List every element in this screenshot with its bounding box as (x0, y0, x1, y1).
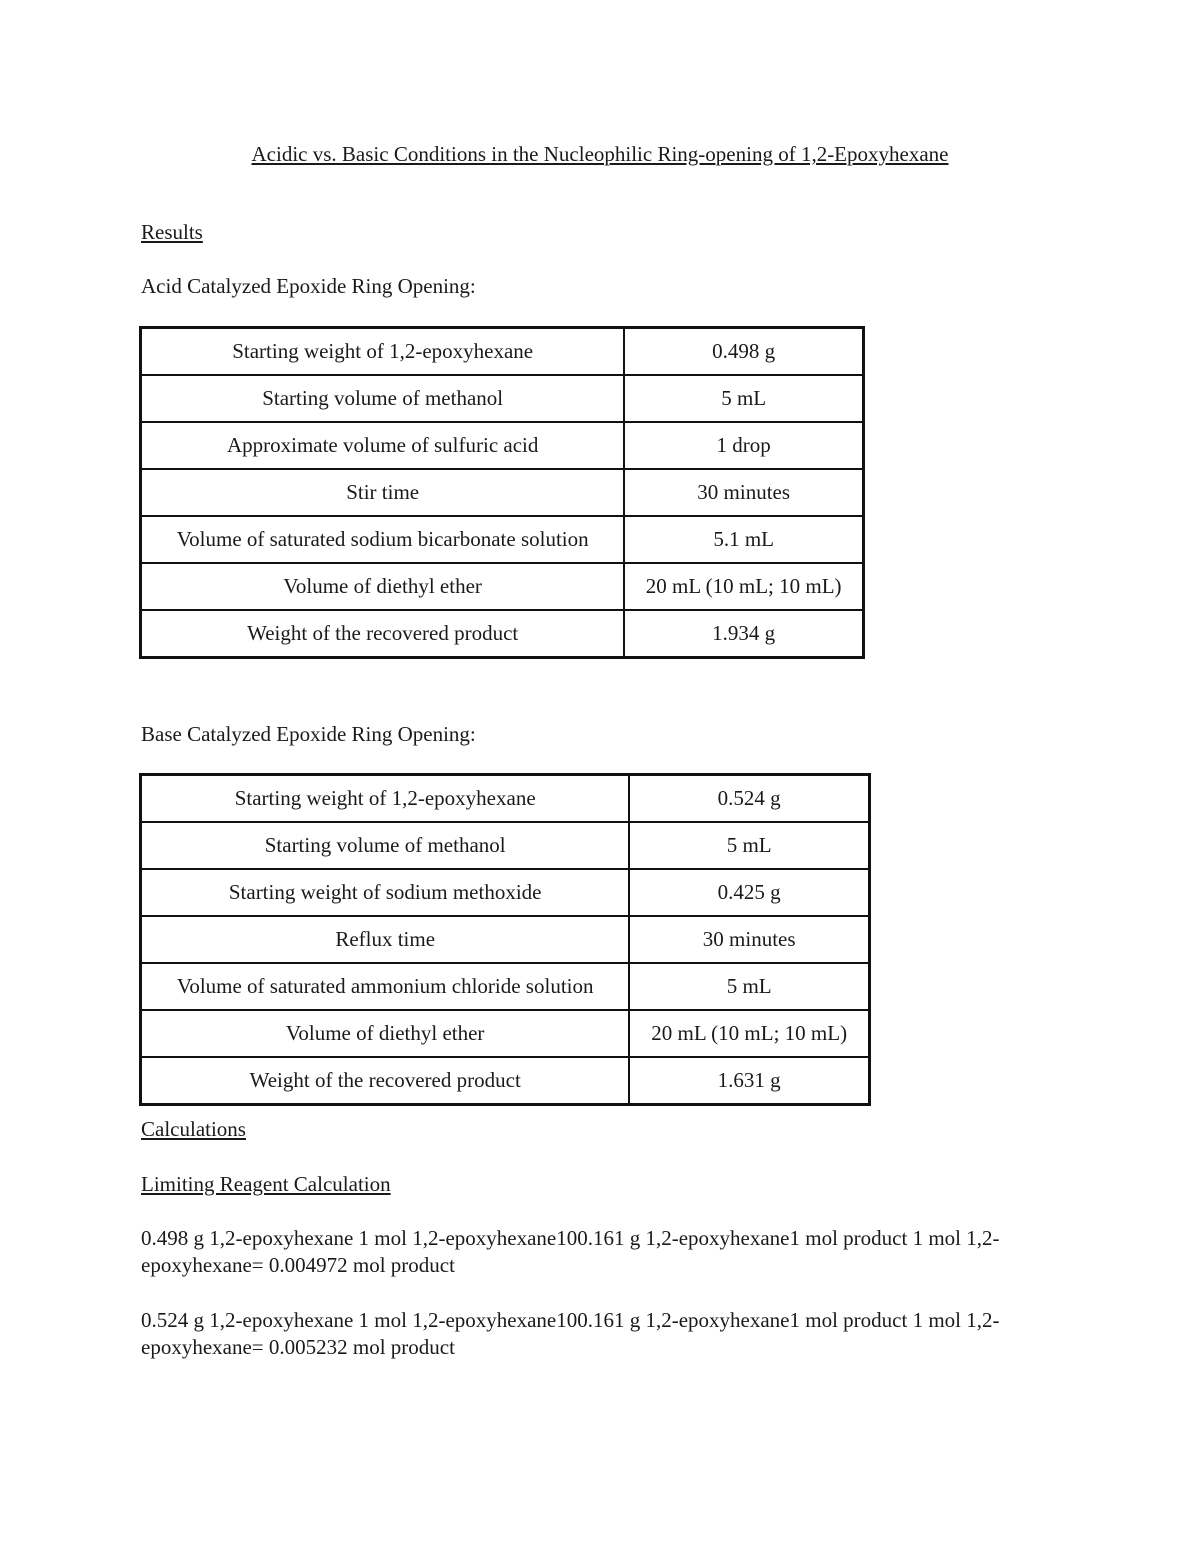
results-heading: Results (141, 220, 203, 244)
table-cell-value: 1.631 g (629, 1057, 869, 1105)
table-cell-value: 5 mL (624, 375, 863, 422)
table-row (141, 775, 870, 823)
table-cell-parameter: Stir time (141, 469, 625, 516)
table-cell-parameter: Weight of the recovered product (141, 610, 625, 658)
table-row (141, 375, 864, 422)
table-row (141, 869, 870, 916)
table-cell-value: 20 mL (10 mL; 10 mL) (629, 1010, 869, 1057)
table-cell-parameter: Starting volume of methanol (141, 375, 625, 422)
table-cell-value: 20 mL (10 mL; 10 mL) (624, 563, 863, 610)
table-cell-parameter: Reflux time (141, 916, 630, 963)
table-cell-value: 0.524 g (629, 775, 869, 823)
table-cell-parameter: Starting weight of 1,2-epoxyhexane (141, 328, 625, 376)
table-cell-parameter: Starting volume of methanol (141, 822, 630, 869)
table-row (141, 1010, 870, 1057)
table-cell-value: 1.934 g (624, 610, 863, 658)
table-row (141, 469, 864, 516)
limiting-reagent-heading: Limiting Reagent Calculation (141, 1172, 391, 1196)
table-cell-parameter: Approximate volume of sulfuric acid (141, 422, 625, 469)
table-row (141, 822, 870, 869)
table-row (141, 963, 870, 1010)
acid-results-table (139, 326, 865, 659)
table-cell-parameter: Volume of saturated ammonium chloride solution (141, 963, 630, 1010)
table-row (141, 1057, 870, 1105)
table-cell-value: 5 mL (629, 963, 869, 1010)
calculation-paragraph: 0.498 g 1,2-epoxyhexane 1 mol 1,2-epoxyhexane100.161 g 1,2-epoxyhexane1 mol product 1 mol 1,2-epoxyhexane= 0.004972 mol product (141, 1226, 1000, 1277)
table-cell-value: 30 minutes (629, 916, 869, 963)
table-cell-parameter: Weight of the recovered product (141, 1057, 630, 1105)
table-row (141, 610, 864, 658)
calculations-heading: Calculations (141, 1117, 246, 1141)
page-title: Acidic vs. Basic Conditions in the Nucleophilic Ring-opening of 1,2-Epoxyhexane (251, 142, 949, 166)
table-cell-parameter: Starting weight of 1,2-epoxyhexane (141, 775, 630, 823)
table-cell-value: 0.425 g (629, 869, 869, 916)
acid-section-label: Acid Catalyzed Epoxide Ring Opening: (141, 274, 476, 298)
base-section-label: Base Catalyzed Epoxide Ring Opening: (141, 722, 476, 746)
table-cell-value: 5 mL (629, 822, 869, 869)
table-cell-parameter: Volume of saturated sodium bicarbonate solution (141, 516, 625, 563)
calculation-paragraph: 0.524 g 1,2-epoxyhexane 1 mol 1,2-epoxyhexane100.161 g 1,2-epoxyhexane1 mol product 1 mol 1,2-epoxyhexane= 0.005232 mol product (141, 1308, 1000, 1359)
table-row (141, 516, 864, 563)
table-cell-value: 5.1 mL (624, 516, 863, 563)
table-cell-value: 30 minutes (624, 469, 863, 516)
base-results-table (139, 773, 871, 1106)
table-cell-parameter: Starting weight of sodium methoxide (141, 869, 630, 916)
table-row (141, 328, 864, 376)
table-cell-value: 0.498 g (624, 328, 863, 376)
table-row (141, 916, 870, 963)
table-row (141, 563, 864, 610)
table-cell-parameter: Volume of diethyl ether (141, 1010, 630, 1057)
table-row (141, 422, 864, 469)
table-cell-parameter: Volume of diethyl ether (141, 563, 625, 610)
table-cell-value: 1 drop (624, 422, 863, 469)
